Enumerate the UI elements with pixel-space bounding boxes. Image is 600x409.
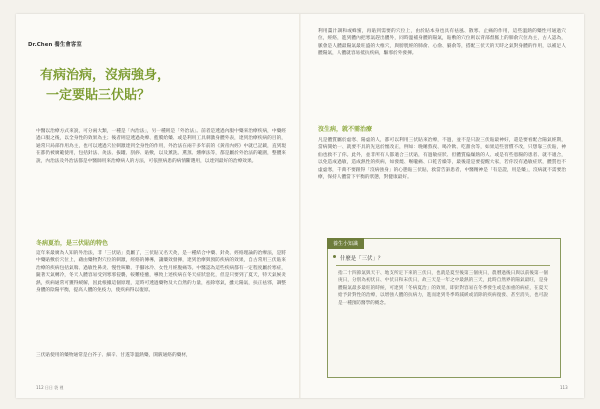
tip-box-question: 什麼是「三伏」？ xyxy=(340,256,384,262)
right-paragraph-top: 利用薑汁調和或蜂蜜，再貼到需要的穴位上，由於貼本身也具有祛風、散寒、止痛的作用，這些溫熱的藥性可通過穴位，經絡，進到體內把寒氣趕出體外，同時溫補身體的陽氣，貼敷的穴位則以背部督脈上的肺俞穴位為主，古人認為，脈會是人體最陽氣最旺盛的大椎穴，與膀胱經的肺俞、心俞、膈俞等，搭配三伏天的天時之氣對身體的作用，以補足人體陽氣，人體就容易抵抗疾病，驅邪於外發揮。 xyxy=(318,29,566,57)
tip-box-tag: 養生小知識 xyxy=(327,238,364,249)
title-line-2: 一定要貼三伏貼？ xyxy=(46,88,151,103)
intro-paragraph: 中醫以治療方式來說，可分兩大類，一種是「內治法」，另一種則是「外治法」。前者是透過內服中藥來治療疾病，中藥經過口服之後，以全身性的效果為主；後者則是透過灸療、藍膜給藥、或是利用工具刺激身體外表，達到治療疾病的目的，通常只局部作用為主，也可以透過穴位刺激達到全身性的作用，外治法在兩千多年前的《黃帝內經》中就已記載，直到現在都仍被廣範使用，包括針法、灸法、拔罐、刮痧、貼敷，以及薰洗、熏蒸、燻療法等，都是屬於外治法的範圍，整體來說，內治法及外治法都是中醫師用來治療病人的方法，可依照病患的病情斷選用，以達到最好的治療效果。 xyxy=(36,129,286,164)
tip-box-divider xyxy=(336,265,550,266)
subheading-1: 冬病夏治，是三伏貼的特色 xyxy=(36,240,109,247)
right-paragraph-mid: 凡是體質屬於虛寒、陽虛的人，都可以利用三伏貼來治療，不過，並不是只說三伏貼最神好，還是要看配合陽氣經期，當病開始一、就要不具的先送於懷改正，例如：晚睡熬夜、喝冷飲、吃甜食等，如果這些習慣不改，只想靠三伏貼，神仙也救不了你。此外，並非所有人都適合三伏貼，有過敏症狀、但體質偏燥熱的人、或是有些患腸的患者、就不適合，以免造成過敏，造成熱性的疾病，如發燒、喉嚨痛、口乾舌燥等，最後還是要提醒大家，若你沒有過敏症狀，體質也不虛虛寒，千萬不要跟得「沒病強身」的心態貼三伏貼，救當告訴患者，中醫精神是「有是證，用是藥」，沒病就不需要治療，保持人體當下平衡的狀態，對健康最好。 xyxy=(318,138,566,181)
paragraph-1: 這年來最廣為人知的外治法，非「三伏貼」莫屬了，三伏貼又名天灸，是一種結合中藥、針灸、經絡理論的治療法，是將中藥貼敷於穴位上，藉由藥物對穴位的刺激，經絡的傳導，讓藥效發揮，達到治療與預防疾病的效果，自古常用三伏貼來治療的疾病包括氣喘、過敏性鼻炎、慢性咳嗽、手腳冰冷、女性月經腹痛等。中醫認為這些疾病都有一定程度屬於寒症，隨著天氣轉冷，冬天人體容易受到寒邪侵襲，較難痊癒，導致上述疾病在冬天症狀惡化，但是只要到了夏天，特天氣候炎熱，疾病通常可獲得緩解，因此根據這個原理，這時可透過藥物及大自然的力量，祛除寒氣，雖元陽氣，扶正祛邪，調整身體的陰陽平衡，提高人體的免疫力，使疾病得以復原。 xyxy=(36,251,286,294)
tip-box-text: 指二十四節氣與天干、地支所定下來的三伏日，也就是夏至後第三個庚日，農曆過後日與以前後第一個庚日，分別為初伏日、中伏日和末伏日，故三天是一年之中最熱的三天，此時自然界的陽氣最旺，是身體陽氣最多最旺的時候，可達到「冬病夏治」的效果，即針對容易在冬季發生或是加重的病症，在夏天給予針對性的治療，以增強人體的抗病力，進而達到冬季時減緩或消除的疾病復發、甚至消失，也可說是一種預防醫學的概念。 xyxy=(338,271,548,306)
paragraph-2: 三伏貼使用的藥物通常是白芥子、細辛、甘遂等溫熱藥，開竅通絡的藥材， xyxy=(36,353,191,358)
bullet-icon xyxy=(333,255,336,258)
section-label: Dr.Chen 養生會客室 xyxy=(28,42,82,48)
subheading-2: 沒生病，就不需治療 xyxy=(318,126,373,133)
book-gutter xyxy=(299,14,301,398)
right-page-footer: 113 xyxy=(560,385,568,390)
left-page-footer: 112 日日 袋 裡 xyxy=(36,385,64,390)
title-line-1: 有病治病，沒病強身， xyxy=(40,68,171,83)
page-title xyxy=(40,66,190,106)
